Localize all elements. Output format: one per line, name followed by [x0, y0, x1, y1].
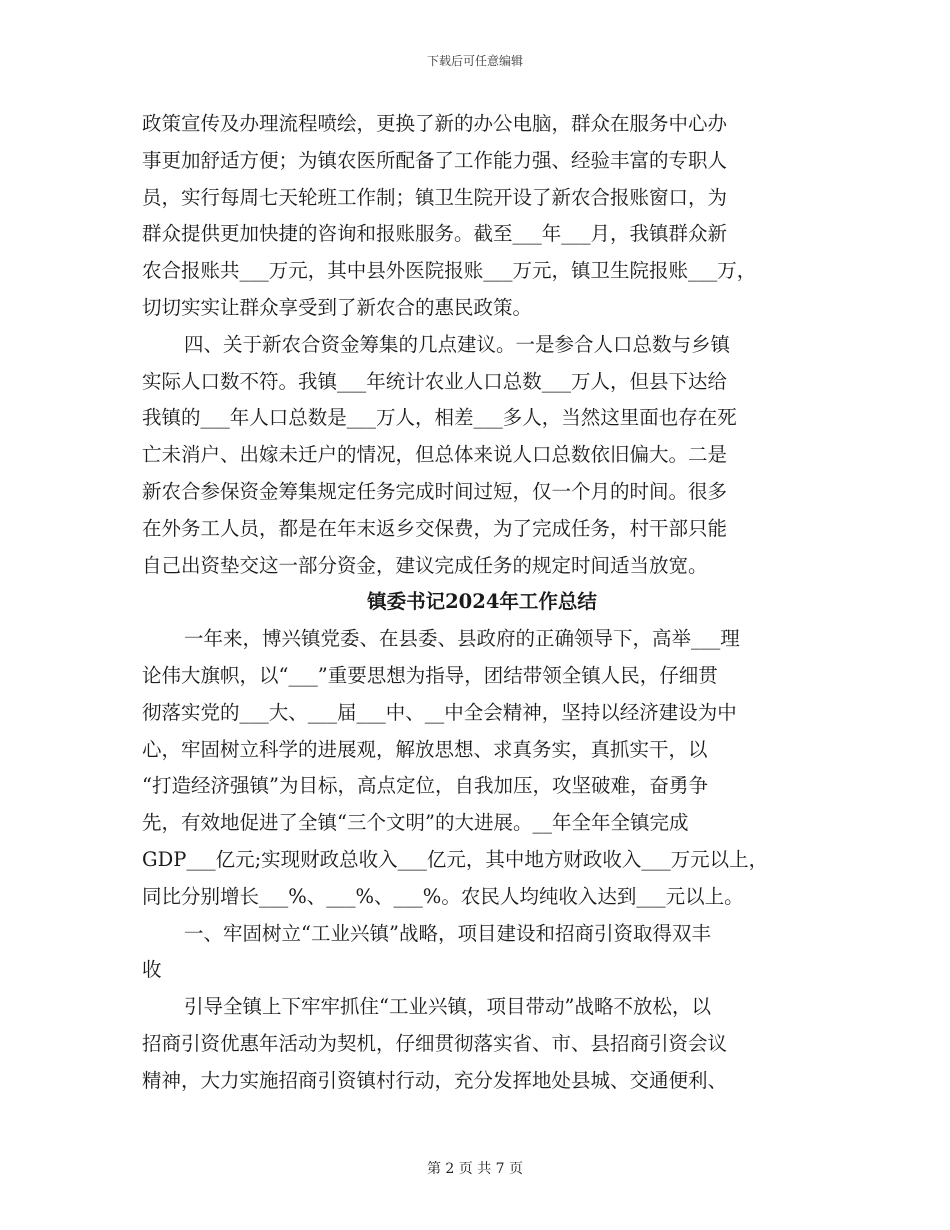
text-line: 同比分别增长___%、___%、___%。农民人均纯收入达到___元以上。 — [142, 884, 744, 908]
text-line: 员，实行每周七天轮班工作制；镇卫生院开设了新农合报账窗口，为 — [142, 185, 728, 209]
text-line: 收 — [142, 958, 162, 982]
text-line: 心，牢固树立科学的进展观，解放思想、求真务实，真抓实干，以 — [142, 737, 708, 761]
text-line: 先，有效地促进了全镇“三个文明”的大进展。__年全年全镇完成 — [142, 811, 689, 835]
text-line: 政策宣传及办理流程喷绘，更换了新的办公电脑，群众在服务中心办 — [142, 112, 728, 135]
text-line: 切切实实让群众享受到了新农合的惠民政策。 — [142, 295, 533, 319]
text-line: 事更加舒适方便；为镇农医所配备了工作能力强、经验丰富的专职人 — [142, 148, 728, 172]
page-header: 下载后可任意编辑 — [426, 54, 523, 68]
text-line: 四、关于新农合资金筹集的几点建议。一是参合人口总数与乡镇 — [184, 332, 731, 356]
text-line: “打造经济强镇”为目标，高点定位，自我加压，攻坚破难，奋勇争 — [142, 774, 708, 798]
text-line: 一年来，博兴镇党委、在县委、县政府的正确领导下，高举___理 — [184, 627, 740, 651]
section-title: 镇委书记2024年工作总结 — [367, 590, 597, 614]
text-line: 新农合参保资金筹集规定任务完成时间过短，仅一个月的时间。很多 — [142, 479, 728, 503]
text-line: 在外务工人员，都是在年末返乡交保费，为了完成任务，村干部只能 — [142, 516, 728, 540]
text-line: 引导全镇上下牢牢抓住“工业兴镇，项目带动”战略不放松，以 — [184, 995, 711, 1019]
text-line: 我镇的___年人口总数是___万人，相差___多人，当然这里面也存在死 — [142, 406, 737, 430]
text-line: 彻落实党的___大、___届___中、__中全会精神，坚持以经济建设为中 — [142, 700, 737, 724]
page-number: 第 2 页 共 7 页 — [426, 1161, 524, 1177]
text-line: 论伟大旗帜，以“___”重要思想为指导，团结带领全镇人民，仔细贯 — [142, 663, 718, 687]
text-line: 亡未消户、出嫁未迁户的情况，但总体来说人口总数依旧偏大。二是 — [142, 443, 728, 467]
text-line: 招商引资优惠年活动为契机，仔细贯彻落实省、市、县招商引资会议 — [142, 1031, 728, 1055]
text-line: 精神，大力实施招商引资镇村行动，充分发挥地处县城、交通便利、 — [142, 1068, 728, 1092]
text-line: 群众提供更加快捷的咨询和报账服务。截至___年___月，我镇群众新 — [142, 222, 728, 246]
text-line: 实际人口数不符。我镇___年统计农业人口总数___万人，但县下达给 — [142, 369, 728, 393]
document-body — [142, 106, 822, 1100]
text-line: 一、牢固树立“工业兴镇”战略，项目建设和招商引资取得双丰 — [184, 921, 711, 945]
text-line: GDP___亿元;实现财政总收入___亿元，其中地方财政收入___万元以上， — [142, 847, 769, 871]
text-line: 自己出资垫交这一部分资金，建议完成任务的规定时间适当放宽。 — [142, 553, 708, 577]
text-line: 农合报账共___万元，其中县外医院报账___万元，镇卫生院报账___万， — [142, 259, 757, 283]
